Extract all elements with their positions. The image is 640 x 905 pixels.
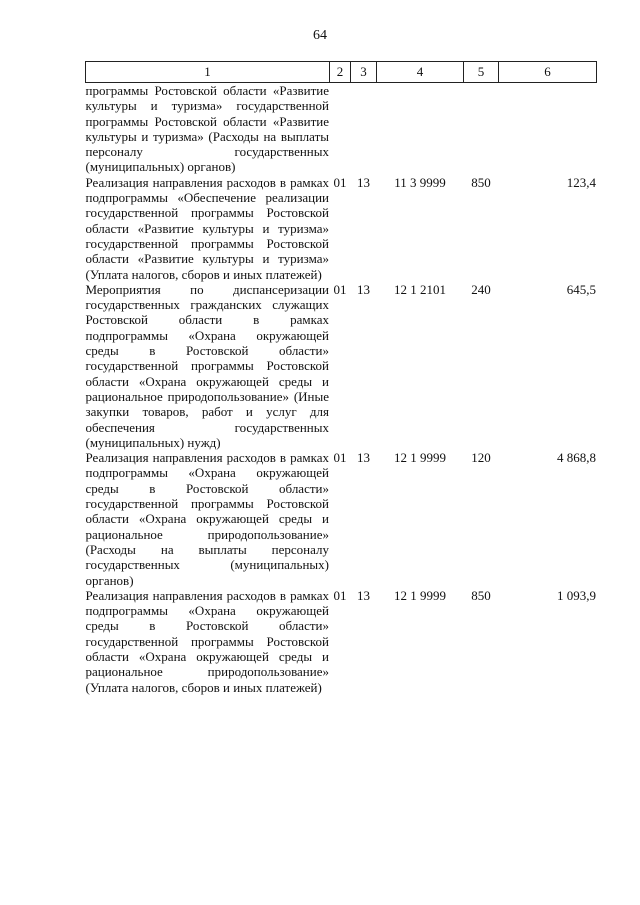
row-subsection: 13	[351, 588, 377, 695]
table-row	[86, 450, 597, 588]
row-amount: 4 868,8	[499, 450, 597, 588]
budget-table	[85, 61, 597, 695]
row-target-article: 12 1 9999	[377, 588, 464, 695]
row-description: Реализация направления расходов в рамках подпрограммы «Обеспечение реализации государственной программы Ростовской области «Развитие культуры и туризма» государственной программы Ростовской области «Развитие культуры и туризма» (Уплата налогов, сборов и иных платежей)	[85, 174, 329, 282]
table-row	[86, 83, 597, 175]
row-amount: 645,5	[499, 282, 597, 450]
row-section	[330, 83, 351, 175]
row-subsection	[351, 83, 377, 175]
column-header-expense-type: 5	[464, 62, 499, 83]
row-amount: 123,4	[499, 175, 597, 282]
row-target-article: 12 1 2101	[377, 282, 464, 450]
row-section: 01	[330, 450, 351, 588]
column-header-subsection: 3	[351, 62, 377, 83]
row-section: 01	[330, 588, 351, 695]
row-target-article: 12 1 9999	[377, 450, 464, 588]
row-amount: 1 093,9	[499, 588, 597, 695]
row-description: Реализация направления расходов в рамках подпрограммы «Охрана окружающей среды в Ростовской области» государственной программы Ростовской области «Охрана окружающей среды и рациональное природопользование» (Расходы на выплаты персоналу государственных (муниципальных) органов)	[85, 450, 329, 588]
row-description: Мероприятия по диспансеризации государственных гражданских служащих Ростовской области в рамках подпрограммы «Охрана окружающей среды в Ростовской области» государственной программы Ростовской области «Охрана окружающей среды и рациональное природопользование» (Иные закупки товаров, работ и услуг для обеспечения государственных (муниципальных) нужд)	[85, 281, 329, 450]
row-amount	[499, 83, 597, 175]
column-header-target-article: 4	[377, 62, 464, 83]
page-number: 64	[313, 28, 327, 43]
row-expense-type: 240	[464, 282, 499, 450]
row-subsection: 13	[351, 450, 377, 588]
row-subsection: 13	[351, 175, 377, 282]
row-expense-type	[464, 83, 499, 175]
row-target-article	[377, 83, 464, 175]
table-row	[86, 588, 597, 695]
row-expense-type: 120	[464, 450, 499, 588]
column-header-amount: 6	[499, 62, 597, 83]
table-row	[86, 282, 597, 450]
row-subsection: 13	[351, 282, 377, 450]
row-description: программы Ростовской области «Развитие культуры и туризма» государственной программы Ростовской области «Развитие культуры и туризма» (Расходы на выплаты персоналу государственных (муниципальных) органов)	[85, 83, 329, 175]
row-section: 01	[330, 282, 351, 450]
row-section: 01	[330, 175, 351, 282]
column-header-section: 2	[330, 62, 351, 83]
table-row	[86, 175, 597, 282]
column-header-description: 1	[86, 62, 330, 83]
row-target-article: 11 3 9999	[377, 175, 464, 282]
row-expense-type: 850	[464, 588, 499, 695]
table-header-row	[86, 62, 597, 83]
row-description: Реализация направления расходов в рамках подпрограммы «Охрана окружающей среды в Ростовской области» государственной программы Ростовской области «Охрана окружающей среды и рациональное природопользование» (Уплата налогов, сборов и иных платежей)	[85, 587, 329, 695]
row-expense-type: 850	[464, 175, 499, 282]
